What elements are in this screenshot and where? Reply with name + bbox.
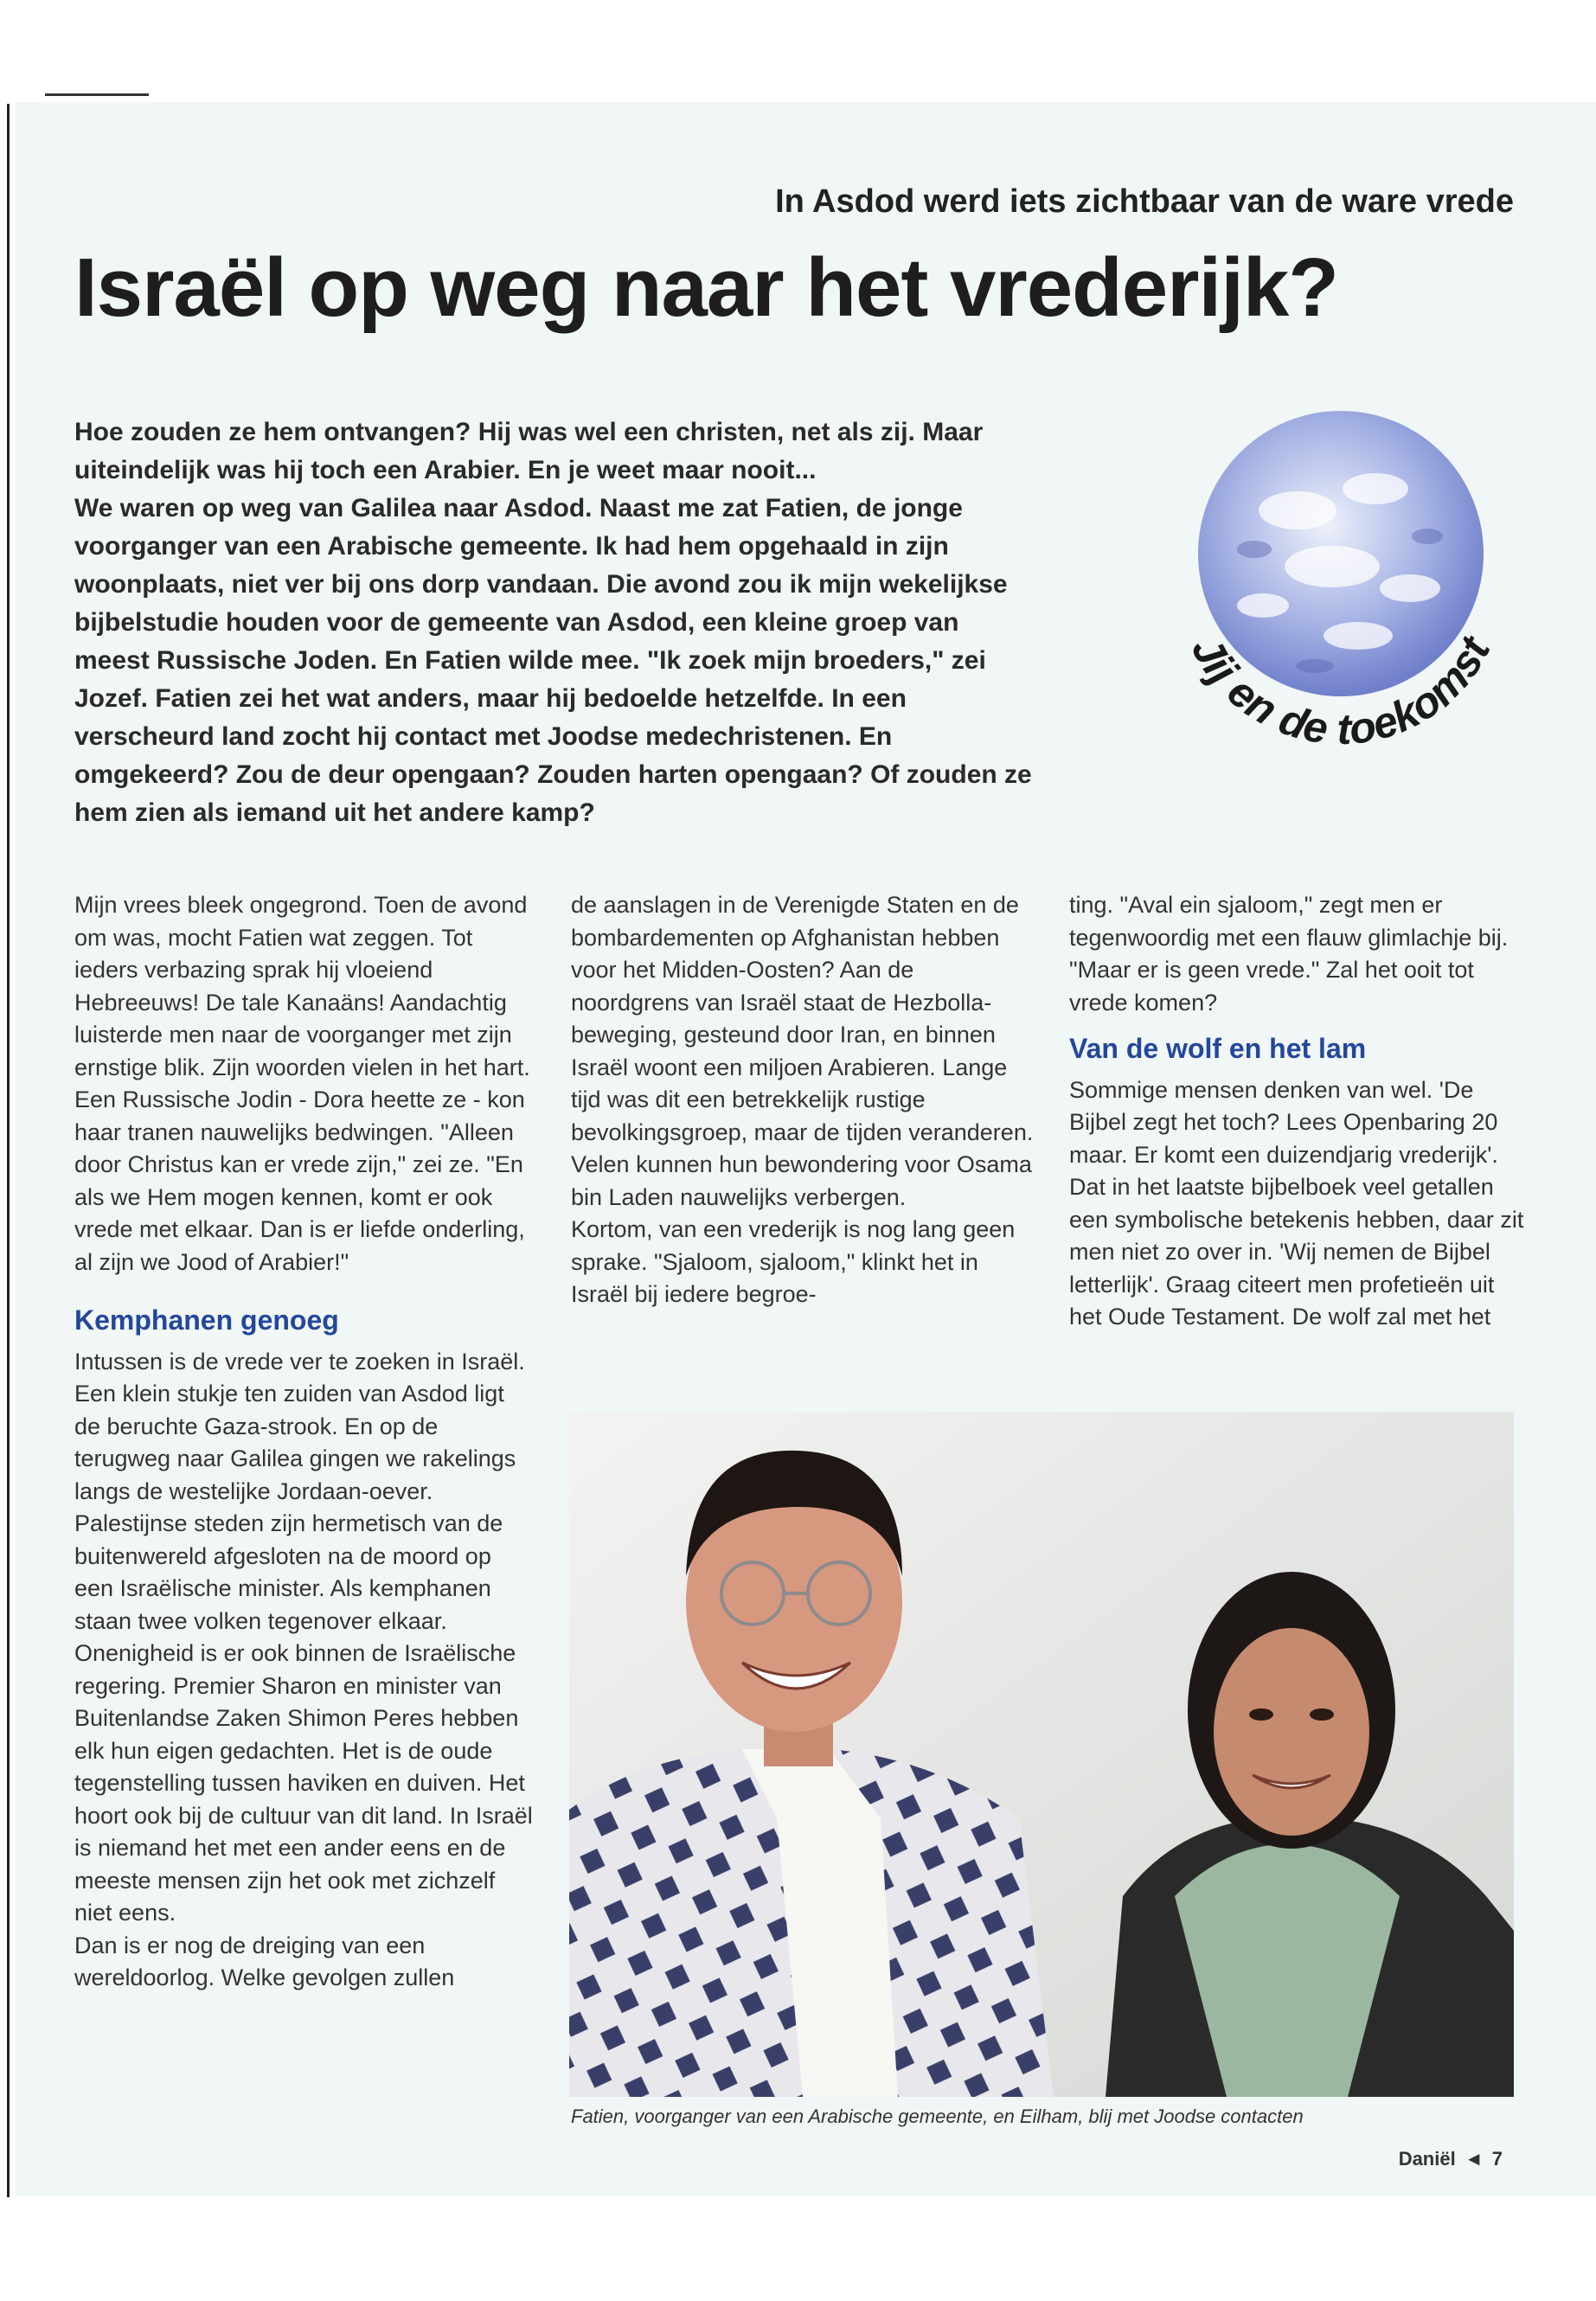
col2-paragraph-2: Kortom, van een vrederijk is nog lang geen sprake. "Sjaloom, sjaloom," klinkt het in Israël bij iedere begroe- bbox=[571, 1216, 1016, 1307]
photo-caption: Fatien, voorganger van een Arabische gemeente, en Eilham, blij met Joodse contacten bbox=[571, 2106, 1304, 2127]
col1-paragraph-2: Een Russische Jodin - Dora heette ze - kon haar tranen nauwelijks bedwingen. "Alleen door Christus kan er vrede zijn," zei ze. "En als we Hem mogen kennen, komt er ook vrede met elkaar. Dan is er liefde onderling, al zijn we Jood of Arabier!" bbox=[74, 1086, 525, 1275]
magazine-name: Daniël bbox=[1398, 2148, 1456, 2170]
lead-paragraph-1: Hoe zouden ze hem ontvangen? Hij was wel een christen, net als zij. Maar uiteindelijk was hij toch een Arabier. En je weet maar nooit... bbox=[74, 418, 984, 484]
page-number: 7 bbox=[1491, 2148, 1503, 2170]
page-folio bbox=[1399, 2148, 1503, 2170]
col1-paragraph-1: Mijn vrees bleek ongegrond. Toen de avond om was, mocht Fatien wat zeggen. Tot ieders verbazing sprak hij vloeiend Hebreeuws! De tale Kanaäns! Aandachtig luisterde men naar de voorganger met zijn ernstige blik. Zijn woorden vielen in het hart. bbox=[74, 892, 530, 1080]
col3-paragraph-2: Sommige mensen denken van wel. 'De Bijbel zegt het toch? Lees Openbaring 20 maar. Er komt een duizendjarig vrederijk'. Dat in het laatste bijbelboek veel getallen een symbolische betekenis hebben, daar zit men niet zo over in. 'Wij nemen de Bijbel letterlijk'. Graag citeert men profetieën uit het Oude Testament. De wolf zal met het bbox=[1069, 1076, 1524, 1330]
logo-text: Jij en de toekomst bbox=[1182, 628, 1500, 754]
subheading-wolf-en-lam: Van de wolf en het lam bbox=[1069, 1033, 1367, 1064]
col3-paragraph-1: ting. "Aval ein sjaloom," zegt men er tegenwoordig met een flauw glimlachje bij. "Maar er is geen vrede." Zal het ooit tot vrede komen? bbox=[1069, 892, 1509, 1016]
left-edge-rule bbox=[7, 104, 10, 2197]
top-rule bbox=[45, 93, 149, 96]
col1-paragraph-5: Dan is er nog de dreiging van een wereldoorlog. Welke gevolgen zullen bbox=[74, 1932, 455, 1990]
column-2 bbox=[571, 889, 1038, 1311]
arrow-left-icon: ◄ bbox=[1464, 2148, 1484, 2170]
col1-paragraph-3: Intussen is de vrede ver te zoeken in Israël. Een klein stukje ten zuiden van Asdod ligt de beruchte Gaza-strook. En op de terugweg naar Galilea gingen we rakelings langs de westelijke Jordaan-oever. Palestijnse steden zijn hermetisch van de buitenwereld afgesloten na de moord op een Israëlische minister. Als kemphanen staan twee volken tegenover elkaar. bbox=[74, 1348, 525, 1634]
subheading-kemphanen: Kemphanen genoeg bbox=[74, 1304, 339, 1336]
portrait-photo bbox=[569, 1412, 1514, 2097]
col2-paragraph-1: de aanslagen in de Verenigde Staten en de bombardementen op Afghanistan hebben voor het Midden-Oosten? Aan de noordgrens van Israël staat de Hezbolla-beweging, gesteund door Iran, en binnen Israël woont een miljoen Arabieren. Lange tijd was dit een betrekkelijk rustige bevolkingsgroep, maar de tijden veranderen. Velen kunnen hun bewondering voor Osama bin Laden nauwelijks verbergen. bbox=[571, 892, 1034, 1210]
article-kicker: In Asdod werd iets zichtbaar van de ware vrede bbox=[775, 183, 1514, 220]
article-title: Israël op weg naar het vrederijk? bbox=[74, 241, 1338, 334]
lead-paragraph-2: We waren op weg van Galilea naar Asdod. Naast me zat Fatien, de jonge voorganger van een Arabische gemeente. Ik had hem opgehaald in zijn woonplaats, niet ver bij ons dorp vandaan. Die avond zou ik mijn wekelijkse bijbelstudie houden voor de gemeente van Asdod, een kleine groep van meest Russische Joden. En Fatien wilde mee. "Ik zoek mijn broeders," zei Jozef. Fatien zei het wat anders, maar hij bedoelde hetzelfde. In een verscheurd land zocht hij contact met Joodse medechristenen. En omgekeerd? Zou de deur opengaan? Zouden harten opengaan? Of zouden ze hem zien als iemand uit het andere kamp? bbox=[74, 494, 1032, 827]
article-lead bbox=[74, 413, 1035, 832]
column-3 bbox=[1069, 889, 1528, 1334]
section-logo bbox=[1159, 407, 1522, 770]
column-1 bbox=[74, 889, 533, 1995]
col1-paragraph-4: Onenigheid is er ook binnen de Israëlische regering. Premier Sharon en minister van Buitenlandse Zaken Shimon Peres hebben elk hun eigen gedachten. Het is de oude tegenstelling tussen haviken en duiven. Het hoort ook bij de cultuur van dit land. In Israël is niemand het met een ander eens en de meeste mensen zijn het ook met zichzelf niet eens. bbox=[74, 1640, 533, 1926]
